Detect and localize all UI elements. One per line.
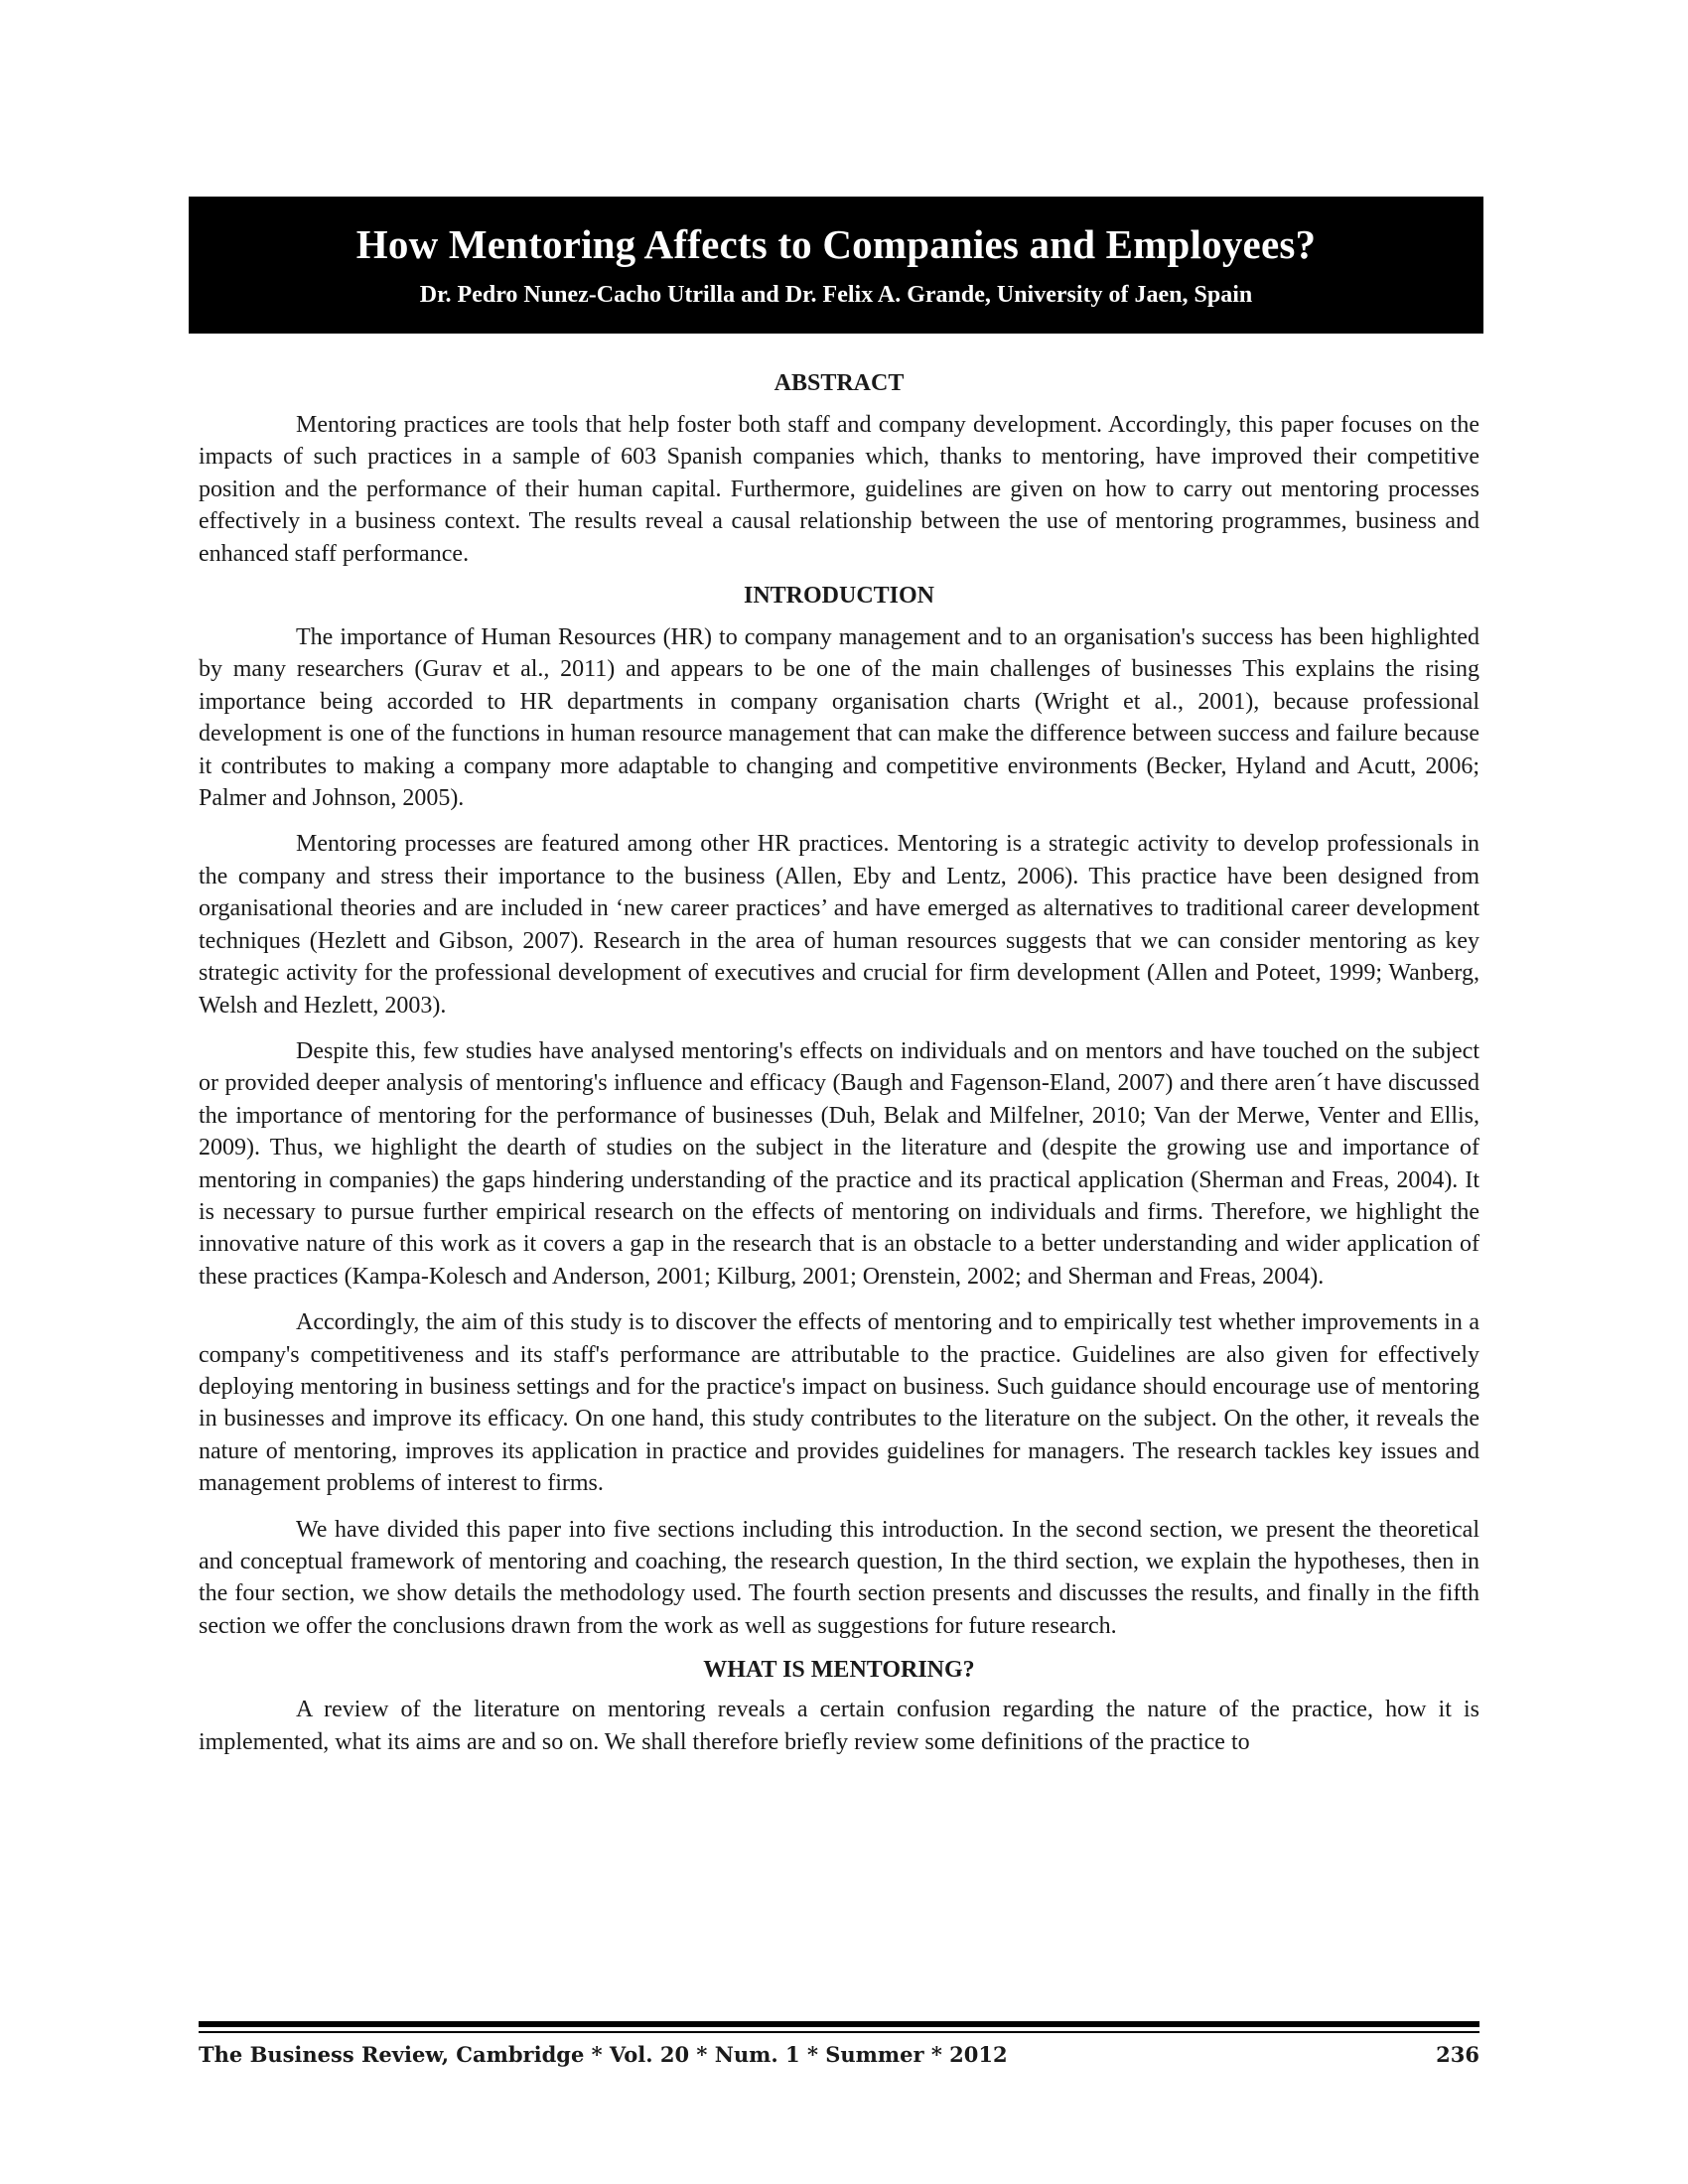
mentoring-paragraph-1: A review of the literature on mentoring reveals a certain confusion regarding the nature of the practice, how it is implemented, what its aims are and so on. We shall therefore briefly review some definitions of the practice to bbox=[199, 1697, 1479, 1755]
paper-authors: Dr. Pedro Nunez-Cacho Utrilla and Dr. Felix A. Grande, University of Jaen, Spain bbox=[419, 282, 1253, 308]
abstract-text: Mentoring practices are tools that help foster both staff and company development. Accordingly, this paper focuses on the impacts of such practices in a sample of 603 Spanish companies which, thanks to mentoring, have improved their competitive position and the performance of their human capital. Furthermore, guidelines are given on how to carry out mentoring processes effectively in a business context. The results reveal a causal relationship between the use of mentoring programmes, business and enhanced staff performance. bbox=[199, 412, 1479, 567]
introduction-heading: INTRODUCTION bbox=[743, 583, 935, 610]
footer-journal-citation: The Business Review, Cambridge * Vol. 20 * Num. 1 * Summer * 2012 bbox=[199, 2042, 1008, 2067]
article-body bbox=[199, 367, 1479, 1758]
abstract-heading: ABSTRACT bbox=[774, 370, 905, 396]
intro-paragraph-1: The importance of Human Resources (HR) to company management and to an organisation's success has been highlighted by many researchers (Gurav et al., 2011) and appears to be one of the main challenges of businesses This explains the rising importance being accorded to HR departments in company organisation charts (Wright et al., 2001), because professional development is one of the functions in human resource management that can make the difference between success and failure because it contributes to making a company more adaptable to changing and competitive environments (Becker, Hyland and Acutt, 2006; Palmer and Johnson, 2005). bbox=[199, 624, 1479, 812]
intro-paragraph-5: We have divided this paper into five sections including this introduction. In the second section, we present the theoretical and conceptual framework of mentoring and coaching, the research question, In the third section, we explain the hypotheses, then in the four section, we show details the methodology used. The fourth section presents and discusses the results, and finally in the fifth section we offer the conclusions drawn from the work as well as suggestions for future research. bbox=[199, 1516, 1479, 1639]
what-is-mentoring-heading: WHAT IS MENTORING? bbox=[703, 1657, 975, 1684]
intro-paragraph-2: Mentoring processes are featured among other HR practices. Mentoring is a strategic activity to develop professionals in the company and stress their importance to the business (Allen, Eby and Lentz, 2006). This practice have been designed from organisational theories and are included in ‘new career practices’ and have emerged as alternatives to traditional career development techniques (Hezlett and Gibson, 2007). Research in the area of human resources suggests that we can consider mentoring as key strategic activity for the professional development of executives and crucial for firm development (Allen and Poteet, 1999; Wanberg, Welsh and Hezlett, 2003). bbox=[199, 831, 1479, 1019]
intro-paragraph-4: Accordingly, the aim of this study is to discover the effects of mentoring and to empirically test whether improvements in a company's competitiveness and its staff's performance are attributable to the practice. Guidelines are also given for effectively deploying mentoring in business settings and for the practice's impact on business. Such guidance should encourage use of mentoring in businesses and improve its efficacy. On one hand, this study contributes to the literature on the subject. On the other, it reveals the nature of mentoring, improves its application in practice and provides guidelines for managers. The research tackles key issues and management problems of interest to firms. bbox=[199, 1309, 1479, 1497]
intro-paragraph-3: Despite this, few studies have analysed mentoring's effects on individuals and on mentors and have touched on the subject or provided deeper analysis of mentoring's influence and efficacy (Baugh and Fagenson-Eland, 2007) and there aren´t have discussed the importance of mentoring for the performance of businesses (Duh, Belak and Milfelner, 2010; Van der Merwe, Venter and Ellis, 2009). Thus, we highlight the dearth of studies on the subject in the literature and (despite the growing use and importance of mentoring in companies) the gaps hindering understanding of the practice and its practical application (Sherman and Freas, 2004). It is necessary to pursue further empirical research on the effects of mentoring on individuals and firms. Therefore, we highlight the innovative nature of this work as it covers a gap in the research that is an obstacle to a better understanding and wider application of these practices (Kampa-Kolesch and Anderson, 2001; Kilburg, 2001; Orenstein, 2002; and Sherman and Freas, 2004). bbox=[199, 1037, 1479, 1290]
footer-rule-thick bbox=[199, 2021, 1479, 2027]
paper-title: How Mentoring Affects to Companies and Employees? bbox=[355, 221, 1317, 267]
footer-rule-thin bbox=[199, 2031, 1479, 2033]
title-banner bbox=[189, 197, 1483, 334]
page-number: 236 bbox=[1436, 2042, 1479, 2067]
